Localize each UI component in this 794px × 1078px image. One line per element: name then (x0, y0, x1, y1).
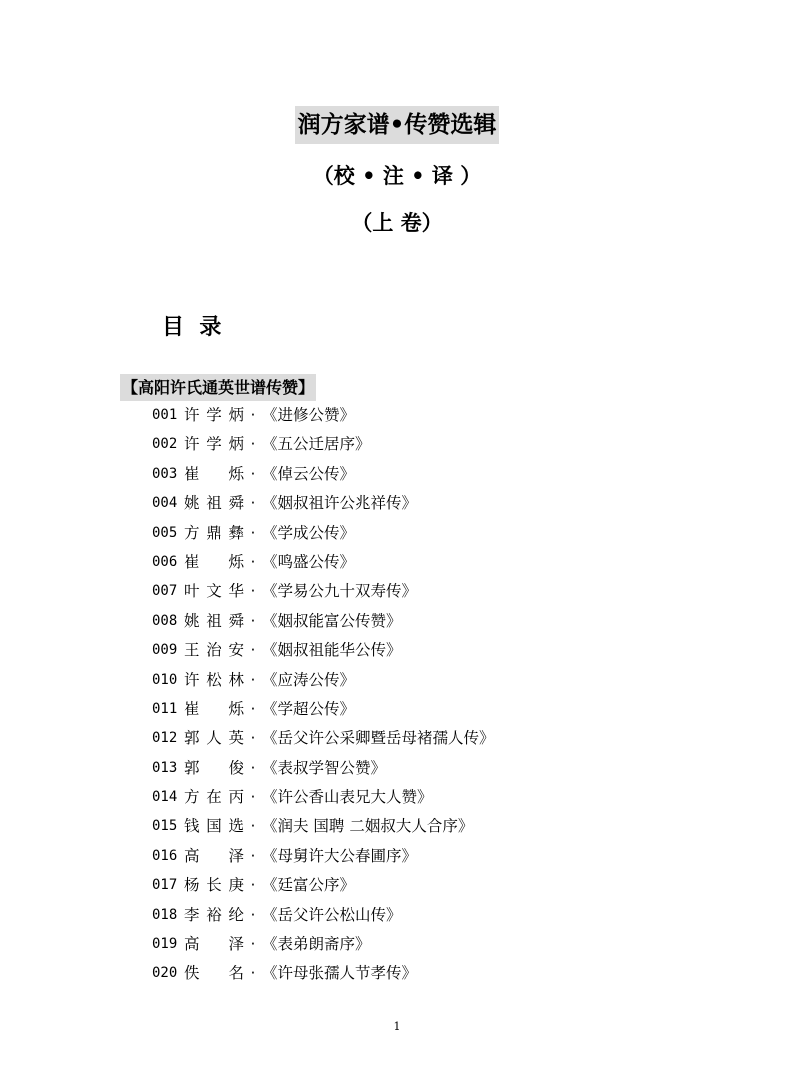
entry-author: 姚祖舜 (184, 611, 244, 630)
toc-entry[interactable] (152, 401, 712, 430)
entry-separator: · (250, 905, 256, 924)
entry-separator: · (250, 670, 256, 689)
entry-separator: · (250, 464, 256, 483)
entry-number: 017 (152, 877, 178, 894)
entry-author: 佚 名 (184, 964, 244, 983)
entry-separator: · (250, 876, 256, 895)
entry-number: 009 (152, 642, 178, 659)
toc-entry[interactable] (152, 724, 712, 753)
entry-author: 方鼎彝 (184, 523, 244, 542)
entry-number: 005 (152, 524, 178, 541)
entry-number: 020 (152, 965, 178, 982)
section-header: 【高阳许氏通英世谱传赞】 (120, 374, 316, 401)
entry-number: 004 (152, 495, 178, 512)
entry-separator: · (250, 729, 256, 748)
entry-author: 叶文华 (184, 582, 244, 601)
entry-separator: · (250, 494, 256, 513)
entry-title: 《姻叔祖许公兆祥传》 (262, 494, 418, 513)
entry-separator: · (250, 699, 256, 718)
entry-author: 崔 烁 (184, 699, 244, 718)
toc-entry[interactable] (152, 636, 712, 665)
entry-number: 014 (152, 789, 178, 806)
entry-author: 崔 烁 (184, 464, 244, 483)
entry-author: 杨长庚 (184, 876, 244, 895)
entry-separator: · (250, 552, 256, 571)
entry-separator: · (250, 935, 256, 954)
entry-separator: · (250, 758, 256, 777)
toc-entry[interactable] (152, 812, 712, 841)
entry-number: 011 (152, 700, 178, 717)
toc-entry[interactable] (152, 607, 712, 636)
entry-author: 高 泽 (184, 935, 244, 954)
entry-title: 《岳父许公采卿暨岳母褚孺人传》 (262, 729, 495, 748)
entry-title: 《鸣盛公传》 (262, 552, 356, 571)
toc-entry[interactable] (152, 548, 712, 577)
entry-title: 《学超公传》 (262, 699, 356, 718)
entry-number: 007 (152, 583, 178, 600)
page-number: 1 (393, 1020, 401, 1033)
toc-entry[interactable] (152, 842, 712, 871)
entry-author: 许学炳 (184, 435, 244, 454)
entry-number: 002 (152, 436, 178, 453)
entry-separator: · (250, 435, 256, 454)
entry-title: 《学易公九十双寿传》 (262, 582, 418, 601)
entry-author: 王治安 (184, 641, 244, 660)
toc-entry[interactable] (152, 783, 712, 812)
document-title: 润方家谱•传赞选辑 (295, 106, 499, 144)
entry-title: 《五公迁居序》 (262, 435, 371, 454)
entry-separator: · (250, 964, 256, 983)
entry-author: 方在丙 (184, 788, 244, 807)
toc-entry[interactable] (152, 577, 712, 606)
entry-number: 010 (152, 671, 178, 688)
toc-entry[interactable] (152, 519, 712, 548)
toc-entry[interactable] (152, 754, 712, 783)
toc-list (152, 401, 712, 989)
entry-title: 《许公香山表兄大人赞》 (262, 788, 433, 807)
entry-title: 《学成公传》 (262, 523, 356, 542)
toc-entry[interactable] (152, 430, 712, 459)
toc-entry[interactable] (152, 489, 712, 518)
entry-title: 《母舅许大公春圃序》 (262, 846, 418, 865)
toc-entry[interactable] (152, 871, 712, 900)
entry-title: 《姻叔祖能华公传》 (262, 641, 402, 660)
entry-title: 《许母张孺人节孝传》 (262, 964, 418, 983)
entry-number: 008 (152, 612, 178, 629)
toc-entry[interactable] (152, 959, 712, 988)
entry-number: 003 (152, 465, 178, 482)
entry-separator: · (250, 582, 256, 601)
entry-number: 013 (152, 759, 178, 776)
entry-title: 《表叔学智公赞》 (262, 758, 387, 777)
entry-separator: · (250, 817, 256, 836)
entry-author: 许学炳 (184, 406, 244, 424)
entry-separator: · (250, 611, 256, 630)
volume-label: （上 卷） (351, 210, 443, 235)
toc-entry[interactable] (152, 930, 712, 959)
toc-heading: 目 录 (162, 315, 222, 340)
entry-title: 《应涛公传》 (262, 670, 356, 689)
entry-number: 015 (152, 818, 178, 835)
document-subtitle: （校 • 注 • 译 ） (312, 163, 482, 188)
entry-number: 016 (152, 847, 178, 864)
entry-title: 《润夫 国聘 二姻叔大人合序》 (262, 817, 474, 836)
entry-number: 001 (152, 407, 178, 423)
entry-separator: · (250, 641, 256, 660)
entry-number: 018 (152, 906, 178, 923)
entry-number: 006 (152, 553, 178, 570)
entry-title: 《姻叔能富公传赞》 (262, 611, 402, 630)
entry-number: 012 (152, 730, 178, 747)
entry-author: 崔 烁 (184, 552, 244, 571)
entry-title: 《表弟朗斋序》 (262, 935, 371, 954)
toc-entry[interactable] (152, 460, 712, 489)
entry-separator: · (250, 523, 256, 542)
entry-author: 郭人英 (184, 729, 244, 748)
entry-author: 姚祖舜 (184, 494, 244, 513)
toc-entry[interactable] (152, 666, 712, 695)
entry-title: 《倬云公传》 (262, 464, 356, 483)
entry-author: 李裕纶 (184, 905, 244, 924)
toc-entry[interactable] (152, 901, 712, 930)
entry-author: 许松林 (184, 670, 244, 689)
toc-entry[interactable] (152, 695, 712, 724)
entry-separator: · (250, 406, 256, 424)
entry-title: 《岳父许公松山传》 (262, 905, 402, 924)
entry-author: 高 泽 (184, 846, 244, 865)
entry-separator: · (250, 846, 256, 865)
entry-title: 《进修公赞》 (262, 406, 356, 424)
entry-author: 郭 俊 (184, 758, 244, 777)
entry-title: 《廷富公序》 (262, 876, 356, 895)
entry-author: 钱国选 (184, 817, 244, 836)
entry-number: 019 (152, 936, 178, 953)
entry-separator: · (250, 788, 256, 807)
